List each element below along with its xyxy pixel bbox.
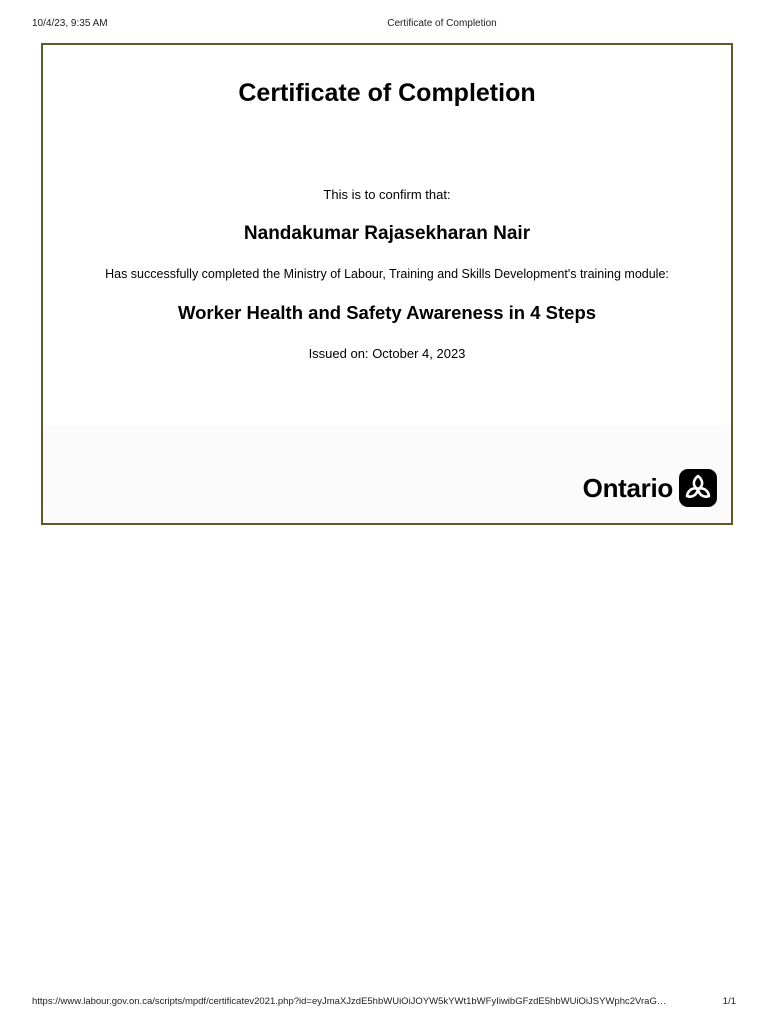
confirm-text: This is to confirm that: [323,187,451,202]
recipient-name: Nandakumar Rajasekharan Nair [243,223,531,244]
print-footer-url: https://www.labour.gov.on.ca/scripts/mpdf/certificatev2021.php?id=eyJmaXJzdE5hbWUiOiJOYW5kYWt1bWFyIiwibGFzdE5hbWUiOiJSYWphc2VraG… [32,996,667,1007]
completion-statement: Has successfully completed the Ministry of Labour, Training and Skills Development's training module: [105,267,669,281]
print-footer-page-number: 1/1 [722,996,736,1007]
certificate-frame [41,43,733,525]
trillium-icon-graphic [683,473,713,503]
trillium-icon [679,469,717,507]
module-name: Worker Health and Safety Awareness in 4 Steps [177,302,597,323]
print-header-title: Certificate of Completion [387,18,497,29]
print-header-datetime: 10/4/23, 9:35 AM [32,18,108,29]
ontario-logo [583,469,717,507]
issued-label: Issued on: [308,346,369,361]
ontario-wordmark: Ontario [582,472,673,503]
certificate-title: Certificate of Completion [238,79,536,107]
issued-date: October 4, 2023 [372,346,466,361]
issued-date-line [43,346,731,361]
